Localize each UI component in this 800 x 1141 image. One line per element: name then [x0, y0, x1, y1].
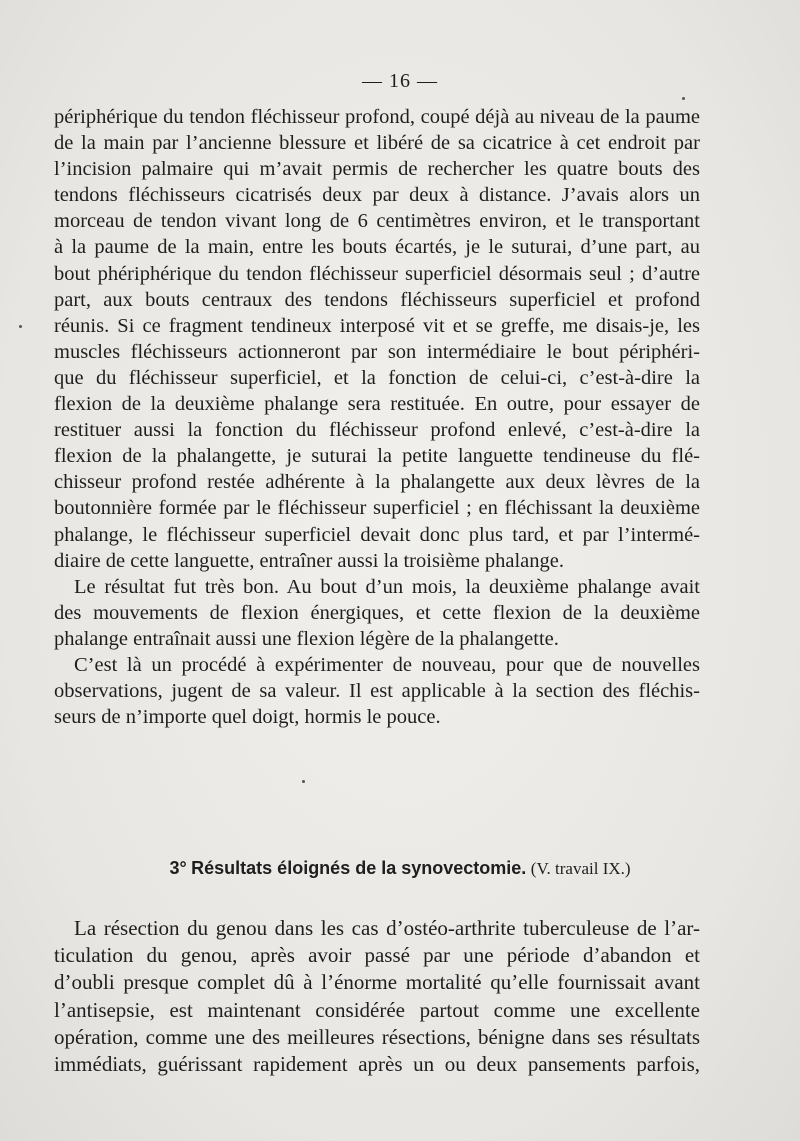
body-text [54, 104, 700, 730]
text-line: seurs de n’importe quel doigt, hormis le pouce. [54, 706, 441, 729]
text-line: périphérique du tendon fléchisseur profond, coupé déjà au niveau de la paume [54, 106, 700, 128]
text-line: immédiats, guérissant rapidement après un ou deux pansements parfois, [54, 1051, 700, 1076]
print-speck [682, 97, 685, 100]
text-line: bout phériphérique du tendon fléchisseur superficiel désormais seul ; d’autre [54, 262, 700, 285]
section-number: 3° [169, 858, 187, 878]
text-line: d’oubli presque complet dû à l’énorme mortalité qu’elle fournissait avant [54, 970, 700, 995]
text-line: ticulation du genou, après avoir passé par une période d’abandon et [54, 943, 700, 968]
print-speck [302, 780, 305, 783]
section-heading [0, 858, 800, 879]
text-line: que du fléchisseur superficiel, et la fonction de celui-ci, c’est-à-dire la [54, 366, 700, 389]
text-line: réunis. Si ce fragment tendineux interposé vit et se greffe, me disais-je, les [54, 314, 700, 337]
text-line: boutonnière formée par le fléchisseur superficiel ; en fléchissant la deuxième [54, 497, 700, 520]
text-line: phalange entraînait aussi une flexion légère de la phalangette. [54, 627, 559, 650]
text-line: l’incision palmaire qui m’avait permis de rechercher les quatre bouts des [54, 158, 700, 181]
text-line: chisseur profond restée adhérente à la phalangette aux deux lèvres de la [54, 471, 700, 494]
text-line: restituer aussi la fonction du fléchisseur profond enlevé, c’est-à-dire la [54, 419, 700, 442]
paragraph-4 [54, 915, 700, 1078]
text-line: part, aux bouts centraux des tendons fléchisseurs superficiel et profond [54, 288, 700, 311]
text-line: flexion de la deuxième phalange sera restituée. En outre, pour essayer de [54, 393, 700, 416]
text-line: morceau de tendon vivant long de 6 centimètres environ, et le transportant [54, 210, 700, 233]
section-reference: (V. travail IX.) [530, 859, 631, 878]
text-line: de la main par l’ancienne blessure et libéré de sa cicatrice à cet endroit par [54, 132, 700, 155]
text-line: tendons fléchisseurs cicatrisés deux par deux à distance. J’avais alors un [54, 184, 700, 207]
text-line: diaire de cette languette, entraîner aussi la troisième phalange. [54, 549, 564, 572]
text-line: l’antisepsie, est maintenant considérée partout comme une excellente [54, 997, 700, 1022]
text-line: flexion de la phalangette, je suturai la petite languette tendineuse du flé- [54, 445, 700, 468]
page-number: — 16 — [362, 70, 438, 92]
text-line: La résection du genou dans les cas d’ostéo-arthrite tuberculeuse de l’ar- [74, 916, 700, 940]
paragraph-2 [54, 574, 700, 652]
paragraph-1 [54, 104, 700, 574]
text-line: C’est là un procédé à expérimenter de nouveau, pour que de nouvelles [74, 653, 700, 676]
paragraph-3 [54, 652, 700, 730]
text-line: des mouvements de flexion énergiques, et cette flexion de la deuxième [54, 601, 700, 624]
text-line: muscles fléchisseurs actionneront par son intermédiaire le bout périphéri- [54, 340, 700, 363]
text-line: observations, jugent de sa valeur. Il est applicable à la section des fléchis- [54, 680, 700, 703]
section-title: Résultats éloignés de la synovectomie. [191, 858, 527, 878]
text-line: phalange, le fléchisseur superficiel devait donc plus tard, et par l’intermé- [54, 523, 700, 546]
text-line: Le résultat fut très bon. Au bout d’un mois, la deuxième phalange avait [74, 575, 700, 598]
print-speck [19, 325, 22, 328]
text-line: à la paume de la main, entre les bouts écartés, je le suturai, d’une part, au [54, 236, 700, 259]
text-line: opération, comme une des meilleures résections, bénigne dans ses résultats [54, 1024, 700, 1049]
